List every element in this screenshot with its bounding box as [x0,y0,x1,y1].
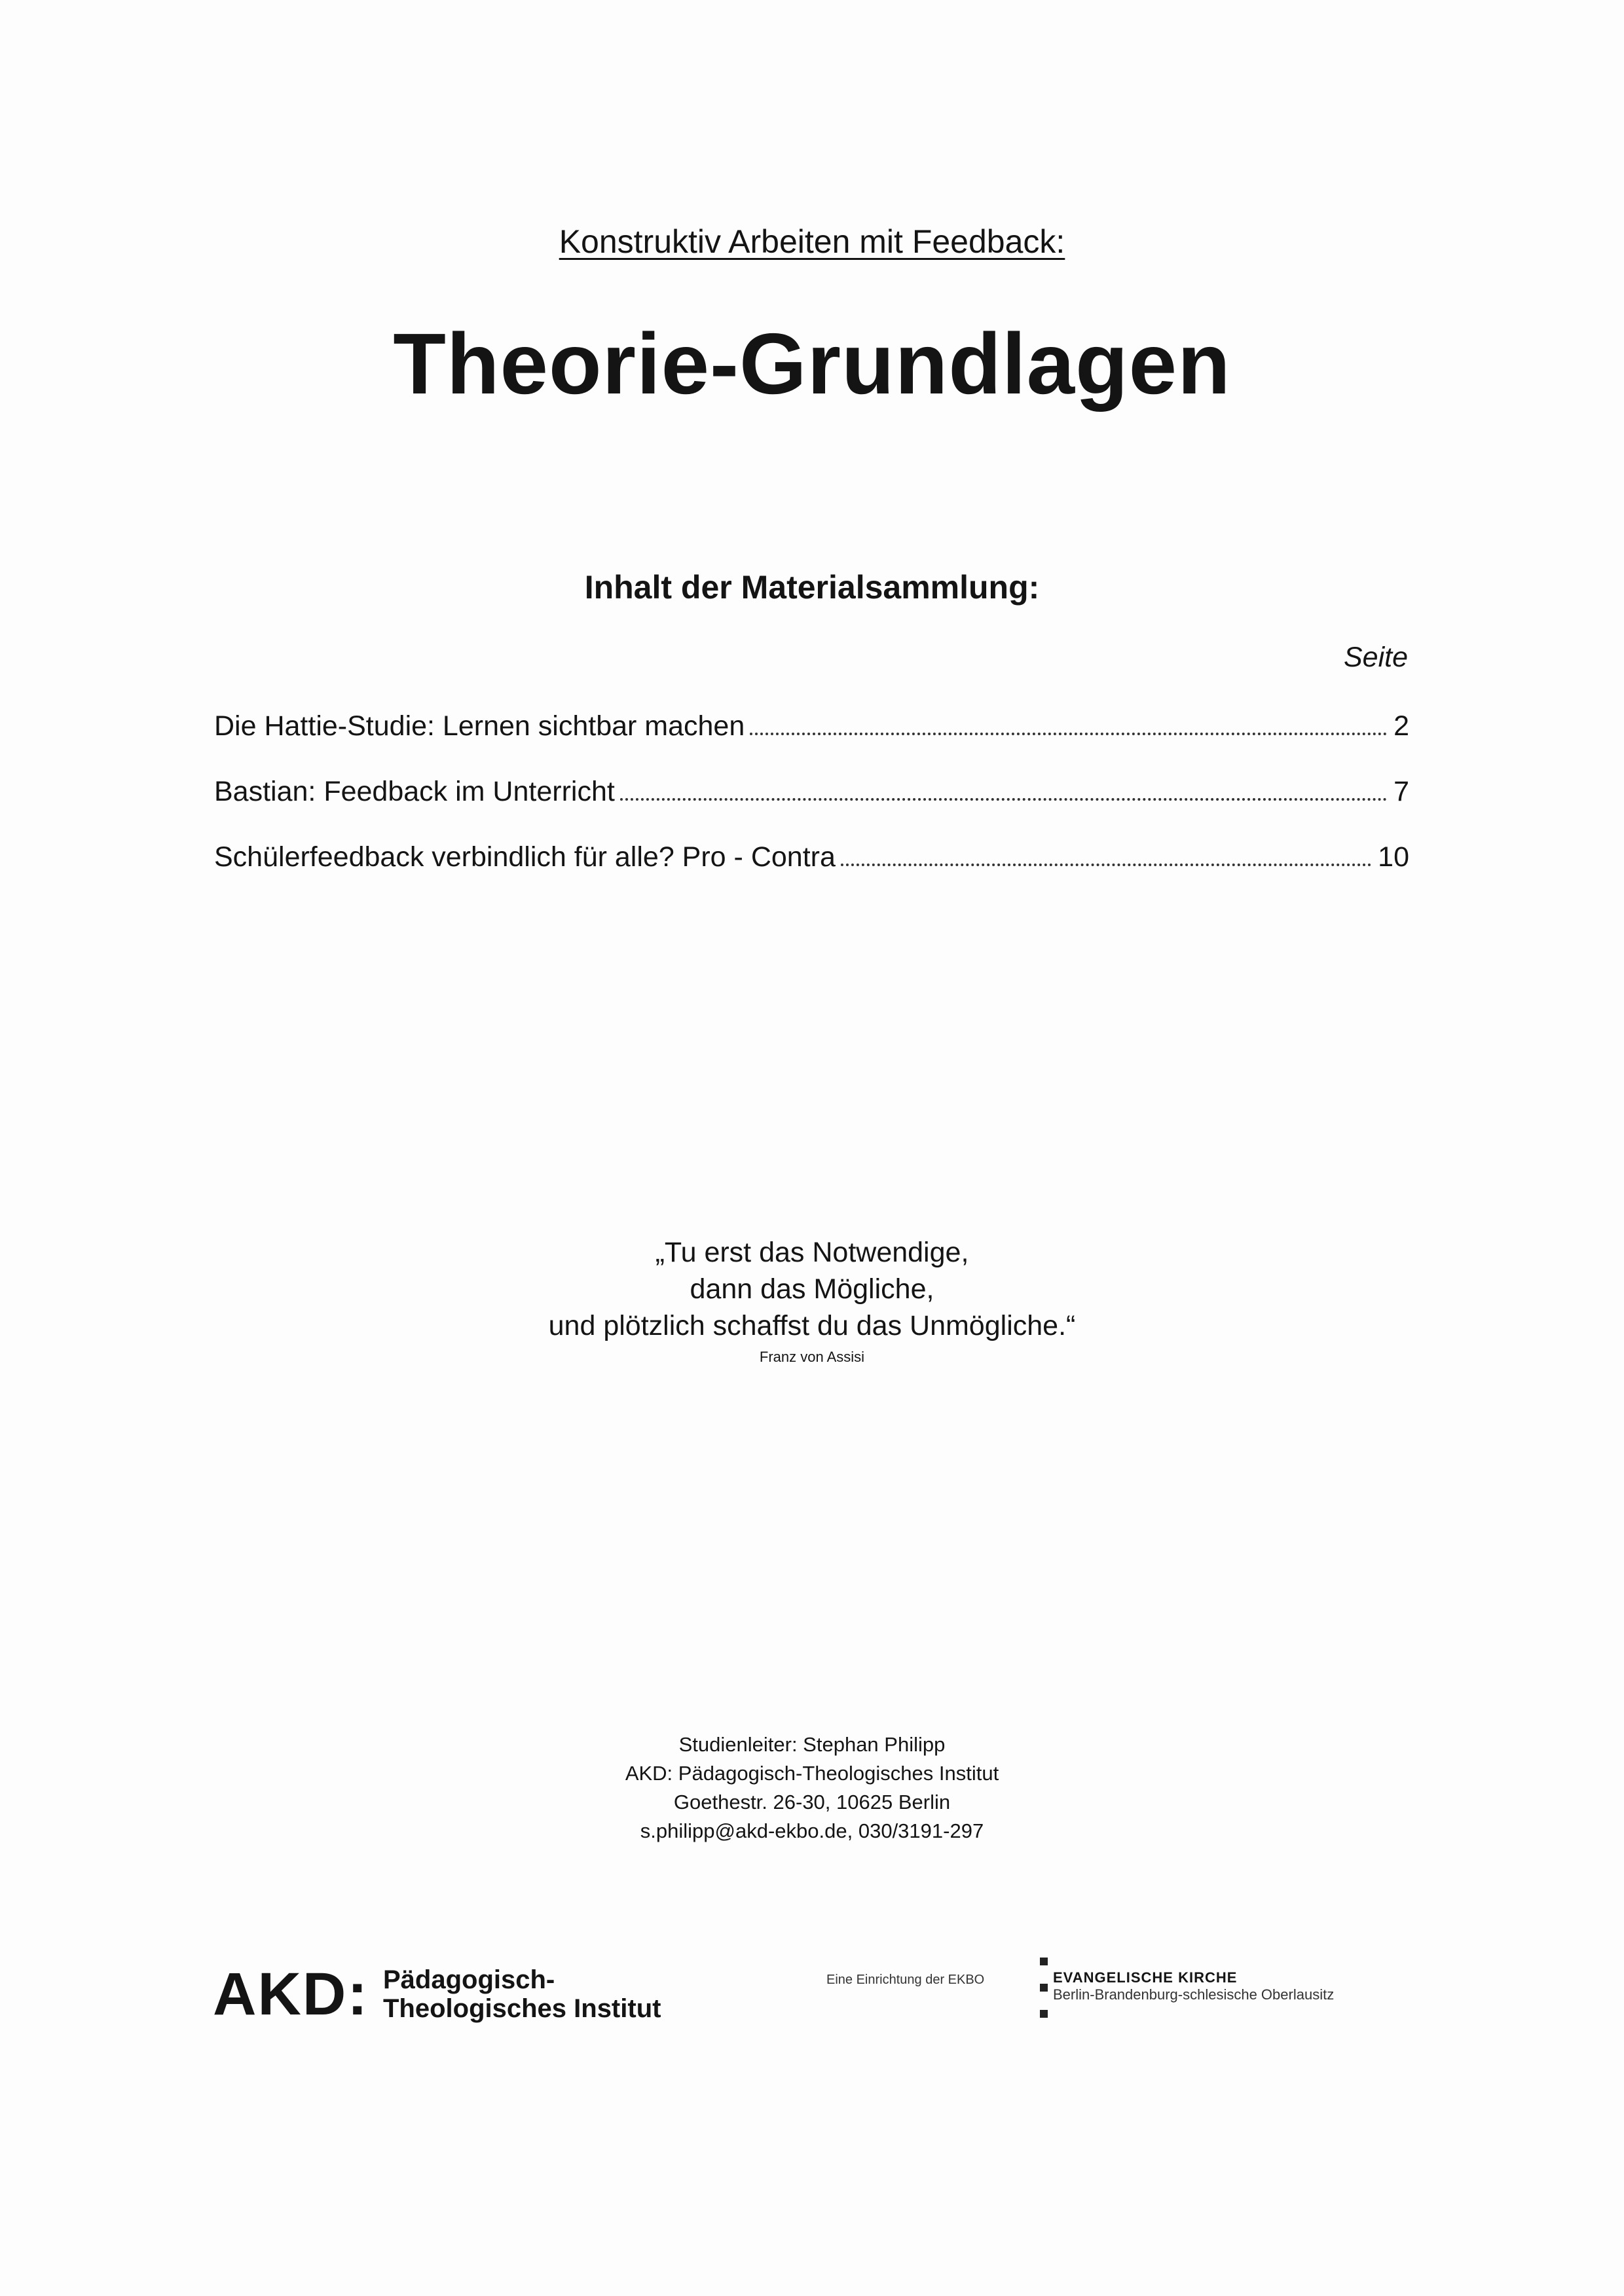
ekbo-name: EVANGELISCHE KIRCHE [1053,1969,1238,1986]
toc-dot-leader [620,798,1387,801]
toc-entry [214,776,1409,841]
toc-dot-leader [750,733,1387,735]
akd-logo-text [383,1965,661,2023]
akd-logo-line: Pädagogisch- [382,1965,555,1994]
ekbo-logo-text [1053,1969,1334,2018]
table-of-contents [214,710,1409,907]
ekbo-square-icon [1040,1984,1048,1992]
akd-logo-mark: AKD: [213,1961,369,2028]
ekbo-square-icon [1040,1958,1048,1965]
toc-entry-label: Die Hattie-Studie: Lernen sichtbar machen [214,710,745,742]
toc-entry-page: 2 [1393,710,1409,742]
quote-line: und plötzlich schaffst du das Unmögliche.“ [548,1310,1076,1341]
toc-entry-page: 10 [1378,841,1409,873]
toc-heading: Inhalt der Materialsammlung: [584,569,1040,606]
contact-block [0,1730,1624,1846]
toc-entry-page: 7 [1393,776,1409,807]
ekbo-logo [1040,1958,1334,2018]
quote-line: dann das Mögliche, [690,1273,934,1305]
contact-line: Goethestr. 26-30, 10625 Berlin [673,1791,951,1813]
quote-author: Franz von Assisi [759,1349,865,1365]
toc-entry-label: Schülerfeedback verbindlich für alle? Pro - Contra [214,841,836,873]
toc-entry [214,841,1409,907]
quote-line: „Tu erst das Notwendige, [655,1237,969,1268]
akd-logo-line: Theologisches Institut [382,1994,661,2023]
contact-line: Studienleiter: Stephan Philipp [678,1733,946,1756]
akd-logo [213,1961,661,2028]
toc-dot-leader [841,864,1371,866]
document-title: Theorie-Grundlagen [393,316,1231,412]
ekbo-institution-note: Eine Einrichtung der EKBO [826,1973,985,1987]
toc-entry [214,710,1409,776]
contact-line: s.philipp@akd-ekbo.de, 030/3191-297 [640,1819,984,1842]
ekbo-square-icon [1040,1958,1049,2018]
contact-line: AKD: Pädagogisch-Theologisches Institut [625,1762,999,1785]
toc-page-column-label: Seite [1343,642,1408,673]
ekbo-region: Berlin-Brandenburg-schlesische Oberlausitz [1053,1986,1335,2003]
document-subtitle: Konstruktiv Arbeiten mit Feedback: [559,223,1065,260]
toc-entry-label: Bastian: Feedback im Unterricht [214,776,615,807]
quote [0,1234,1624,1344]
ekbo-square-icon [1040,2010,1048,2018]
